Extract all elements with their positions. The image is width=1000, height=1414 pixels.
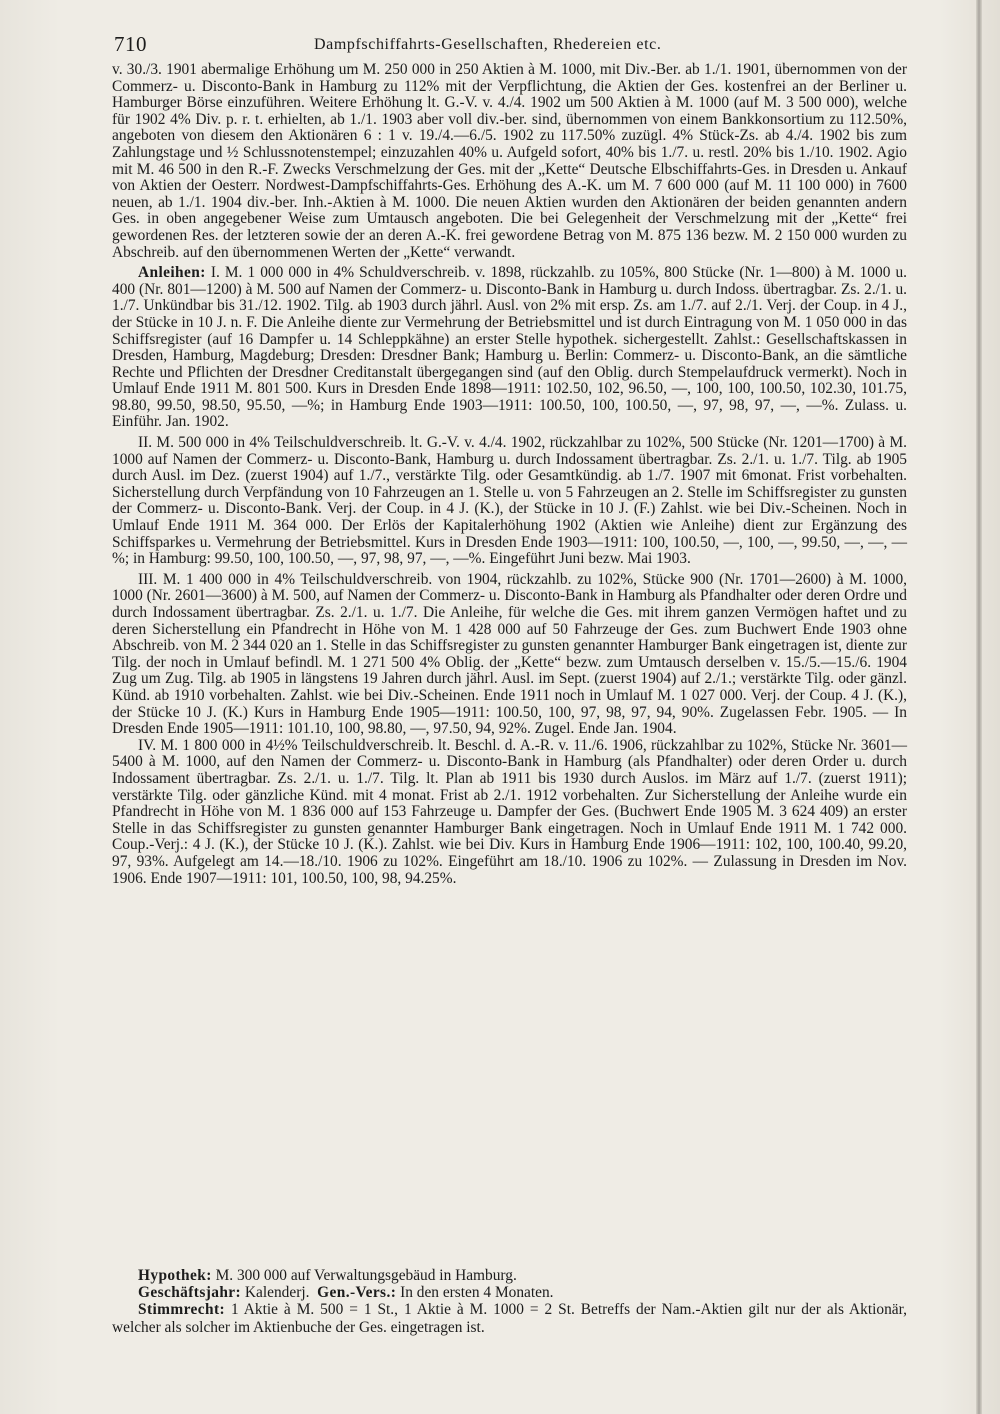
anleihen-paragraph-4: IV. M. 1 800 000 in 4½% Teilschuldverschreib. lt. Beschl. d. A.-R. v. 11./6. 1906, rückzahlbar zu 102%, Stücke Nr. 3601—5400 à M. 1000, auf den Namen der Commerz- u. Disconto-Bank in Hamburg (als Pfandhalter) oder deren Order u. durch Indossament übertragbar. Zs. 2./1. u. 1./7. Tilg. lt. Plan ab 1911 bis 1930 durch Auslos. im März auf 1./7. (zuerst 1911); verstärkte Tilg. oder gänzliche Künd. mit 4 monat. Frist ab 2./1. 1912 vorbehalten. Zur Sicherstellung der Anleihe wurde ein Pfandrecht in Höhe von M. 1 836 000 auf 153 Fahrzeuge u. Dampfer der Ges. (Buchwert Ende 1905 M. 3 624 409) an erster Stelle in das Schiffsregister zu gunsten genannter Hamburger Bank eingetragen. Noch in Umlauf Ende 1911 M. 1 742 000. Coup.-Verj.: 4 J. (K.), der Stücke 10 J. (K.). Zahlst. wie bei Div. Kurs in Hamburg Ende 1906—1911: 102, 100, 100.40, 99.20, 97, 93%. Aufgelegt am 14.—18./10. 1906 zu 102%. Eingeführt am 18./10. 1906 zu 102%. — Zulassung in Dresden im Nov. 1906. Ende 1907—1911: 101, 100.50, 100, 98, 94.25%. bbox=[112, 736, 907, 887]
hypothek-label: Hypothek: bbox=[138, 1267, 212, 1284]
stimmrecht-text: 1 Aktie à M. 500 = 1 St., 1 Aktie à M. 1000 = 2 St. Betreffs der Nam.-Aktien gilt nur der als Aktionär, welcher als solcher im Aktienbuche der Ges. eingetragen ist. bbox=[112, 1301, 907, 1336]
gen-vers-text: In den ersten 4 Monaten. bbox=[400, 1284, 554, 1302]
geschaeftsjahr-line bbox=[112, 1284, 907, 1301]
stimmrecht-line bbox=[112, 1301, 907, 1335]
page-spine-shadow bbox=[976, 0, 982, 1414]
company-facts bbox=[112, 1267, 907, 1336]
geschaeftsjahr-label: Geschäftsjahr: bbox=[138, 1284, 242, 1302]
capital-history-paragraph: v. 30./3. 1901 abermalige Erhöhung um M. 250 000 in 250 Aktien à M. 1000, mit Div.-Ber. ab 1./1. 1901, übernommen von der Commerz- u. Disconto-Bank in Hamburg zu 112% mit der Verpflichtung, die Aktien der Ges. kostenfrei an der Berliner u. Hamburger Börse einzuführen. Weitere Erhöhung lt. G.-V. v. 4./4. 1902 um 500 Aktien à M. 1000 (auf M. 3 500 000), welche für 1902 4% Div. p. r. t. erhielten, ab 1./1. 1903 aber voll div.-ber. sind, übernommen von einem Bankkonsortium zu 112.50%, angeboten von diesem den Aktionären 6 : 1 v. 19./4.—6./5. 1902 zu 117.50% zuzügl. 4% Stück-Zs. ab 4./4. 1902 bis zum Zahlungstage und ½ Schlussnotenstempel; einzuzahlen 40% u. Aufgeld sofort, 40% bis 1./7. u. restl. 20% bis 1./10. 1902. Agio mit M. 46 500 in den R.-F. Zwecks Verschmelzung der Ges. mit der „Kette“ Deutsche Elbschiffahrts-Ges. in Dresden u. Ankauf von Aktien der Oesterr. Nordwest-Dampfschiffahrts-Ges. Erhöhung des A.-K. um M. 7 600 000 (auf M. 11 100 000) in 7600 neuen, ab 1./1. 1904 div.-ber. Inh.-Aktien à M. 1000. Die neuen Aktien wurden den Aktionären der beiden genannten andern Ges. in oben angegebener Weise zum Umtausch angeboten. Die bei Gelegenheit der Verschmelzung mit der „Kette“ frei gewordenen Res. der letzteren sowie der an deren A.-K. frei gewordene Betrag von M. 875 136 bezw. M. 2 150 000 wurden zu Abschreib. auf den übernommenen Werten der „Kette“ verwandt. bbox=[112, 61, 907, 261]
main-text bbox=[112, 62, 907, 887]
anleihen-paragraph-3: III. M. 1 400 000 in 4% Teilschuldverschreib. von 1904, rückzahlb. zu 102%, Stücke 900 (Nr. 1701—2600) à M. 1000, 1000 (Nr. 2601—3600) à M. 500, auf Namen der Commerz- u. Disconto-Bank in Hamburg als Pfandhalter oder deren Ordre und durch Indossament übertragbar. Zs. 2./1. u. 1./7. Die Anleihe, für welche die Ges. mit ihrem ganzen Vermögen haftet und zu deren Sicherstellung ein Pfandrecht in Höhe von M. 1 428 000 auf 50 Fahrzeuge der Ges. zum Buchwert Ende 1903 ohne Abschreib. von M. 2 344 020 an 1. Stelle in das Schiffsregister zu gunsten genannter Hamburger Bank eingetragen ist, diente zur Tilg. der noch in Umlauf befindl. M. 1 271 500 4% Oblig. der „Kette“ bezw. zum Umtausch derselben v. 15./5.—15./6. 1904 Zug um Zug. Tilg. ab 1905 in längstens 19 Jahren durch jährl. Ausl. im Sept. (zuerst 1904) auf 2./1.; verstärkte Tilg. oder gänzl. Künd. ab 1910 vorbehalten. Zahlst. wie bei Div.-Scheinen. Ende 1911 noch in Umlauf M. 1 027 000. Verj. der Coup. 4 J. (K.), der Stücke 10 J. (K.) Kurs in Hamburg Ende 1905—1911: 100.50, 100, 97, 98, 97, 94, 90%. Zugelassen Febr. 1905. — In Dresden Ende 1905—1911: 101.10, 100, 98.80, —, 97.50, 94, 92%. Zugel. Ende Jan. 1904. bbox=[112, 570, 907, 738]
anleihen-label: Anleihen: bbox=[138, 264, 206, 282]
hypothek-text: M. 300 000 auf Verwaltungsgebäud in Hamburg. bbox=[215, 1267, 517, 1284]
page-header bbox=[114, 30, 914, 60]
stimmrecht-label: Stimmrecht: bbox=[138, 1301, 226, 1319]
page-number: 710 bbox=[114, 32, 147, 56]
gen-vers-label: Gen.-Vers.: bbox=[317, 1284, 397, 1302]
geschaeftsjahr-text: Kalenderj. bbox=[244, 1284, 310, 1302]
anleihen-paragraph-1 bbox=[112, 265, 907, 431]
anleihen-part-1: I. M. 1 000 000 in 4% Schuldverschreib. v. 1898, rückzahlb. zu 105%, 800 Stücke (Nr. 1—800) à M. 1000 u. 400 (Nr. 801—1200) à M. 500 auf Namen der Commerz- u. Disconto-Bank in Hamburg u. durch Indoss. übertragbar. Zs. 2./1. u. 1./7. Unkündbar bis 31./12. 1902. Tilg. ab 1903 durch jährl. Ausl. von 2% mit ersp. Zs. am 1./7. auf 2./1. Verj. der Coup. in 4 J., der Stücke in 10 J. n. F. Die Anleihe diente zur Vermehrung der Betriebsmittel und ist durch Eintragung von M. 1 050 000 in das Schiffsregister (auf 16 Dampfer u. 14 Schleppkähne) an erster Stelle hypothek. sichergestellt. Zahlst.: Gesellschaftskassen in Dresden, Hamburg, Magdeburg; Dresden: Dresdner Bank; Hamburg u. Berlin: Commerz- u. Disconto-Bank, an die sämtliche Rechte und Pflichten der Dresdner Creditanstalt übergegangen sind (auf den Oblig. durch Stempelaufdruck vermerkt). Noch in Umlauf Ende 1911 M. 801 500. Kurs in Dresden Ende 1898—1911: 102.50, 102, 96.50, —, 100, 100, 100.50, 102.30, 101.75, 98.80, 99.50, 98.50, 95.50, —%; in Hamburg Ende 1903—1911: 100.50, 100, 100.50, —, 97, 98, 97, —, —%. Zulass. u. Einführ. Jan. 1902. bbox=[112, 264, 907, 431]
running-head: Dampfschiffahrts-Gesellschaften, Rhedereien etc. bbox=[314, 36, 662, 53]
hypothek-line bbox=[112, 1267, 907, 1284]
anleihen-paragraph-2: II. M. 500 000 in 4% Teilschuldverschreib. lt. G.-V. v. 4./4. 1902, rückzahlbar zu 102%, 500 Stücke (Nr. 1201—1700) à M. 1000 auf Namen der Commerz- u. Disconto-Bank, Hamburg u. durch Indossament übertragbar. Zs. 2./1. u. 1./7. Tilg. ab 1905 durch Ausl. im Dez. (zuerst 1904) auf 1./7., verstärkte Tilg. oder Gesamtkündig. ab 1./7. 1907 mit 6monat. Frist vorbehalten. Sicherstellung durch Verpfändung von 10 Fahrzeugen an 1. Stelle u. von 5 Fahrzeugen an 2. Stelle im Schiffsregister zu gunsten der Commerz- u. Disconto-Bank. Verj. der Coup. in 4 J. (K.), der Stücke in 10 J. (F.) Zahlst. wie bei Div.-Scheinen. Noch in Umlauf Ende 1911 M. 364 000. Der Erlös der Kapitalerhöhung 1902 (Aktien wie Anleihe) dient zur Ergänzung des Schiffsparkes u. Vermehrung der Betriebsmittel. Kurs in Dresden Ende 1903—1911: 100, 100.50, —, 100, —, 99.50, —, —, —%; in Hamburg: 99.50, 100, 100.50, —, 97, 98, 97, —, —%. Eingeführt Juni bezw. Mai 1903. bbox=[112, 434, 907, 568]
